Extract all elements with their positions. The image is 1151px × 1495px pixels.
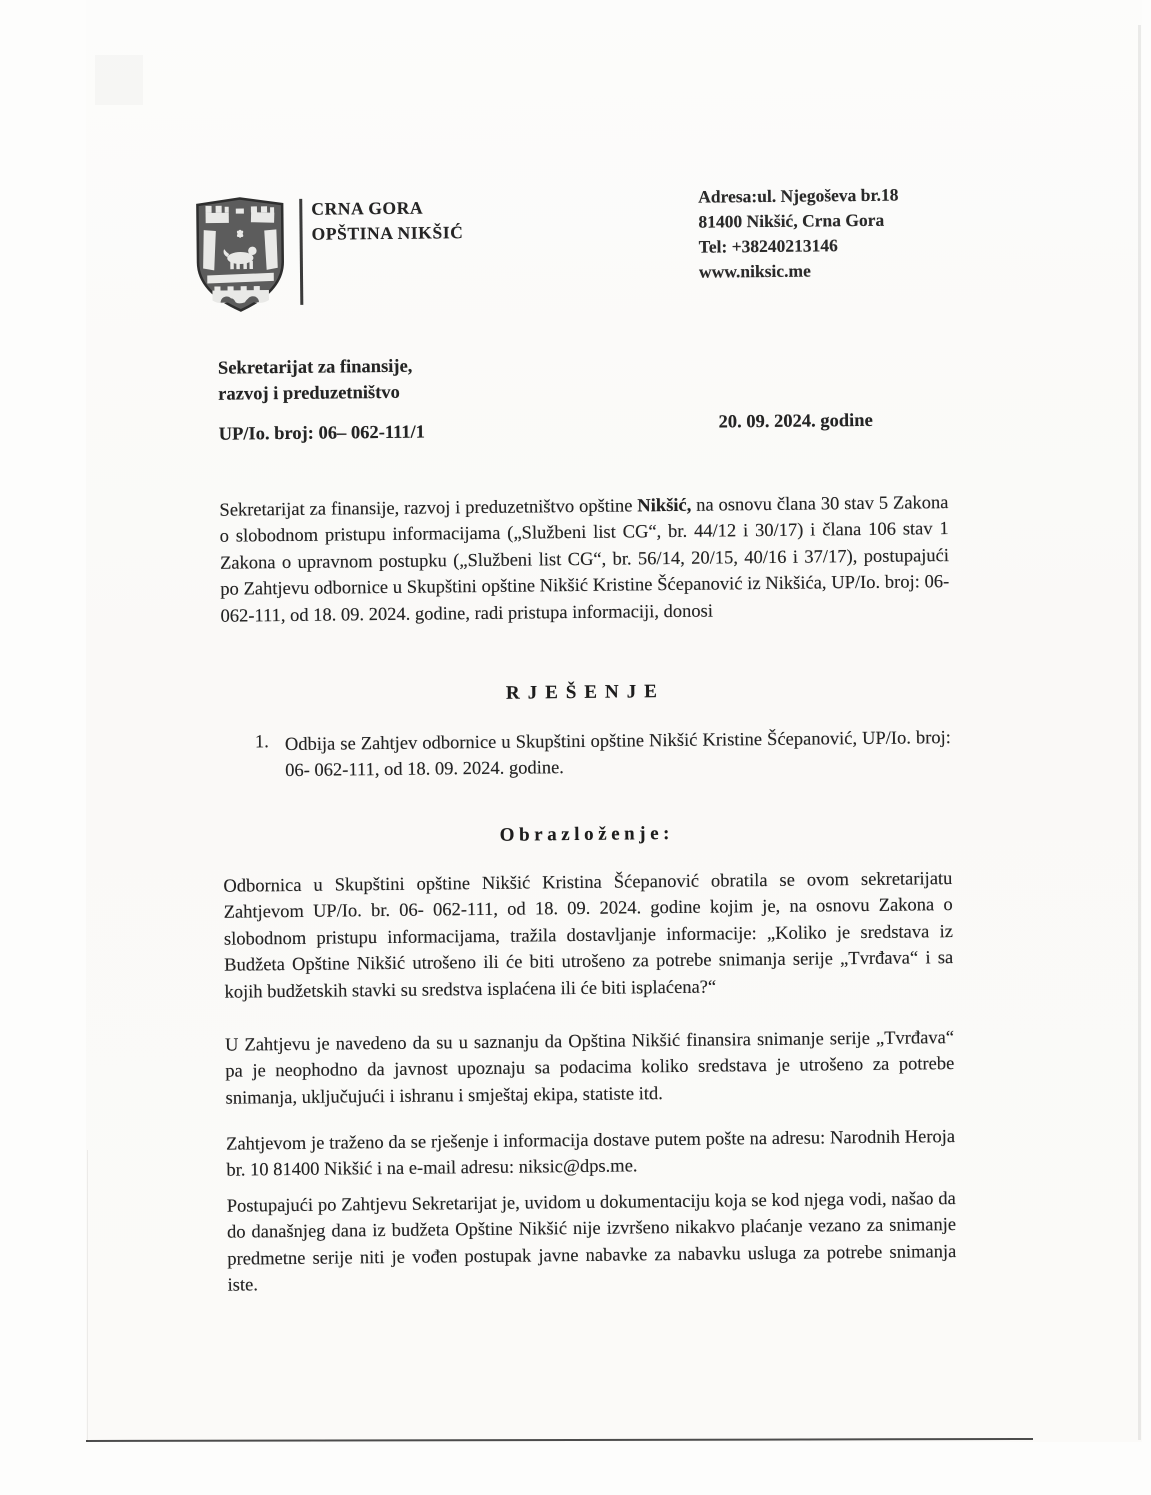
letterhead-divider	[299, 199, 303, 305]
department-line2: razvoj i preduzetništvo	[218, 382, 400, 405]
country-name: CRNA GORA	[311, 197, 424, 219]
intro-segment-after: na osnovu člana 30 stav 5 Zakona o slobodnom pristupu informacijama („Službeni list CG“, br. 44/12 i 30/17) i člana 106 stav 1 Zakona o upravnom postupku („Službeni list CG“, br. 56/14, 20/15, 40/16 i 37/17), postupajući po Zahtjevu odbornice u Skupštini opštine Nikšić Kristine Šćepanović iz Nikšića, UP/Io. broj: 06- 062-111, od 18. 09. 2024. godine, radi pristupa informaciji, donosi	[219, 493, 950, 627]
paper-right-edge	[1138, 25, 1141, 1440]
rationale-paragraph-4: Postupajući po Zahtjevu Sekretarijat je, uvidom u dokumentaciju koja se kod njega vodi, našao da do današnjeg dana iz budžeta Opštine Nikšić nije izvršeno nikakvo plaćanje vezano za snimanje predmetne serije niti je vođen postupak javne nabavke za nabavku usluga za potrebe snimanja iste.	[226, 1189, 957, 1296]
decision-heading: RJEŠENJE	[505, 681, 665, 704]
rationale-paragraph-2: U Zahtjevu je navedeno da su u saznanju da Opština Nikšić finansira snimanje serije „Tvrđava“ pa je neophodno da javnost upoznaju sa podacima koliko sredstava je utrošeno za potrebe snimanja, uključujući i ishranu i smještaj ekipa, statiste itd.	[224, 1028, 955, 1109]
decision-item	[222, 725, 951, 785]
document-date: 20. 09. 2024. godine	[718, 410, 873, 433]
address-website: www.niksic.me	[698, 260, 811, 282]
municipality-coat-of-arms-icon	[193, 195, 287, 315]
rationale-heading: Obrazloženje:	[499, 822, 675, 846]
paper-left-edge	[87, 1150, 88, 1442]
letterhead-address-block	[698, 183, 899, 285]
address-city: 81400 Nikšić, Crna Gora	[698, 209, 885, 232]
intro-paragraph	[219, 490, 949, 630]
rationale-paragraph-3: Zahtjevom je traženo da se rješenje i informacija dostave putem pošte na adresu: Narodnih Heroja br. 10 81400 Nikšić i na e-mail adresu: niksic@dps.me.	[226, 1127, 956, 1182]
department-block	[218, 354, 413, 408]
address-street: Adresa:ul. Njegoševa br.18	[698, 184, 899, 207]
intro-bold-word: Nikšić,	[637, 495, 692, 517]
reference-row	[218, 410, 947, 446]
letterhead-organization	[311, 195, 463, 247]
rationale-paragraph-1: Odbornica u Skupštini opštine Nikšić Kristina Šćepanović obratila se ovom sekretarijatu Zahtjevom UP/Io. br. 06- 062-111, od 18. 09. 2024. godine kojim je, na osnovu Zakona o slobodnom pristupu informacijama, tražila dostavljanje informacije: „Koliko je sredstava iz Budžeta Opštine Nikšić utrošeno ili će biti utrošeno za potrebe snimanja serije „Tvrđava“ i sa kojih budžetskih stavki su sredstva isplaćena ili će biti isplaćena?“	[223, 869, 954, 1003]
case-number: UP/Io. broj: 06– 062-111/1	[218, 422, 426, 445]
decision-item-number: 1.	[254, 732, 269, 753]
address-phone: Tel: +38240213146	[698, 235, 838, 257]
municipality-name: OPŠTINA NIKŠIĆ	[311, 222, 464, 244]
department-line1: Sekretarijat za finansije,	[217, 356, 413, 379]
intro-segment-before: Sekretarijat za finansije, razvoj i preduzetništvo opštine	[219, 496, 638, 521]
decision-item-text: Odbija se Zahtjev odbornice u Skupštini opštine Nikšić Kristine Šćepanović, UP/Io. broj: 06- 062-111, od 18. 09. 2024. godine.	[284, 728, 952, 782]
